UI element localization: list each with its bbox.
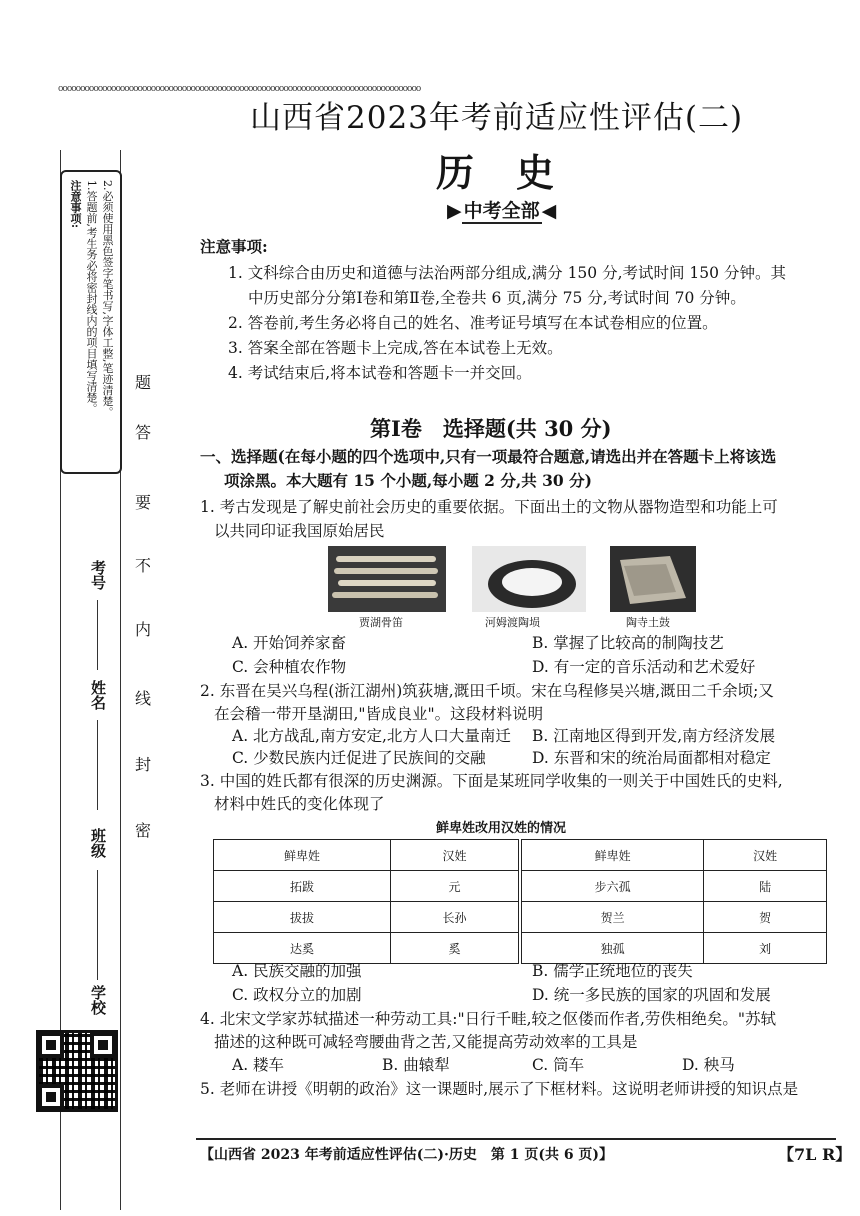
footer-rule [196, 1138, 836, 1140]
pottery-xun-image [472, 546, 586, 612]
table-row [214, 902, 827, 933]
seal-char-5: 内 [135, 620, 152, 639]
triangle-right-icon: ▶ [447, 200, 462, 222]
seal-char-4: 不 [135, 556, 152, 575]
table-cell: 元 [391, 871, 520, 902]
q3-option-b: B. 儒学正统地位的丧失 [532, 962, 693, 980]
field-name: 姓名 [89, 680, 107, 710]
q4-option-d: D. 秧马 [682, 1056, 735, 1074]
table-cell: 刘 [704, 933, 827, 964]
q2-stem-1: 2. 东晋在吴兴乌程(浙江湖州)筑荻塘,溉田千顷。宋在乌程修吴兴塘,溉田二千余顷;又 [200, 682, 774, 700]
binding-notice-heading: 注意事项: [69, 180, 82, 229]
q3-option-d: D. 统一多民族的国家的巩固和发展 [532, 986, 771, 1004]
exam-subject: 历史 [436, 150, 597, 195]
q3-stem-2: 材料中姓氏的变化体现了 [214, 795, 385, 813]
table-cell: 奚 [391, 933, 520, 964]
seal-char-6: 线 [135, 689, 152, 708]
binding-notice-box [60, 170, 122, 474]
table-cell: 达奚 [214, 933, 391, 964]
table-cell: 拔拔 [214, 902, 391, 933]
seal-char-8: 密 [135, 821, 152, 840]
q1-caption-2: 河姆渡陶埙 [485, 616, 540, 629]
q3-stem-1: 3. 中国的姓氏都有很深的历史渊源。下面是某班同学收集的一则关于中国姓氏的史料, [200, 772, 783, 790]
seal-char-2: 答 [135, 423, 152, 442]
q1-option-c: C. 会种植农作物 [232, 658, 347, 676]
notice-item-2: 2. 答卷前,考生务必将自己的姓名、准考证号填写在本试卷相应的位置。 [228, 314, 718, 332]
notice-heading: 注意事项: [200, 237, 268, 256]
qr-code-icon [36, 1030, 118, 1112]
q3-table-title: 鲜卑姓改用汉姓的情况 [436, 821, 567, 836]
q1-caption-3: 陶寺土鼓 [626, 616, 670, 629]
table-row [214, 871, 827, 902]
field-class-line[interactable] [97, 870, 98, 980]
notice-item-1-cont: 中历史部分分第Ⅰ卷和第Ⅱ卷,全卷共 6 页,满分 75 分,考试时间 70 分钟。 [248, 289, 746, 307]
exam-title: 山西省2023年考前适应性评估(二) [250, 100, 744, 136]
decorative-circles: oooooooooooooooooooooooooooooooooooooooooooooooooooooooooooooooooooooooooooooooooo [58, 84, 421, 94]
page-footer: 【山西省 2023 年考前适应性评估(二)·历史 第 1 页(共 6 页)】 [200, 1147, 614, 1163]
q1-option-d: D. 有一定的音乐活动和艺术爱好 [532, 658, 756, 676]
seal-char-1: 题 [135, 373, 152, 392]
table-cell: 步六孤 [520, 871, 704, 902]
footer-code: 【7L R】 [778, 1145, 852, 1164]
q2-option-c: C. 少数民族内迁促进了民族间的交融 [232, 749, 486, 767]
table-row [214, 933, 827, 964]
q1-stem-2: 以共同印证我国原始居民 [214, 522, 385, 540]
table-cell: 贺 [704, 902, 827, 933]
clay-drum-icon [610, 546, 696, 612]
q4-stem-1: 4. 北宋文学家苏轼描述一种劳动工具:"日行千畦,较之伛偻而作者,劳佚相绝矣。"苏轼 [200, 1010, 777, 1028]
bone-flute-image [328, 546, 446, 612]
exam-scope-label: 中考全部 [463, 200, 540, 222]
q2-option-b: B. 江南地区得到开发,南方经济发展 [532, 727, 776, 745]
part1-instruction-1: 一、选择题(在每小题的四个选项中,只有一项最符合题意,请选出并在答题卡上将该选 [200, 447, 777, 466]
q4-option-a: A. 耧车 [232, 1056, 285, 1074]
q4-stem-2: 描述的这种既可减轻弯腰曲背之苦,又能提高劳动效率的工具是 [214, 1033, 638, 1051]
table-cell: 贺兰 [520, 902, 704, 933]
q2-stem-2: 在会稽一带开垦湖田,"皆成良业"。这段材料说明 [214, 705, 544, 723]
binding-notice-line1: 1.答题前,考生务必将密封线内的项目填写清楚。 [85, 180, 98, 414]
q1-caption-1: 贾湖骨笛 [359, 616, 403, 629]
q1-option-b: B. 掌握了比较高的制陶技艺 [532, 634, 724, 652]
field-exam-number-line[interactable] [97, 600, 98, 670]
table-header-cell: 鲜卑姓 [214, 840, 391, 871]
field-exam-number: 考号 [89, 560, 107, 590]
q2-option-a: A. 北方战乱,南方安定,北方人口大量南迁 [232, 727, 511, 745]
table-header-cell: 汉姓 [391, 840, 520, 871]
seal-char-3: 要 [135, 493, 152, 512]
seal-char-7: 封 [135, 755, 152, 774]
field-class: 班级 [89, 828, 107, 858]
table-cell: 陆 [704, 871, 827, 902]
field-name-line[interactable] [97, 720, 98, 810]
table-header-cell: 鲜卑姓 [520, 840, 704, 871]
pottery-xun-icon [472, 546, 586, 612]
part1-instruction-2: 项涂黑。本大题有 15 个小题,每小题 2 分,共 30 分) [224, 471, 592, 490]
notice-item-3: 3. 答案全部在答题卡上完成,答在本试卷上无效。 [228, 339, 563, 357]
notice-item-1: 1. 文科综合由历史和道德与法治两部分组成,满分 150 分,考试时间 150 分钟。其 [228, 264, 786, 282]
q4-option-c: C. 筒车 [532, 1056, 585, 1074]
bone-flute-icon [328, 546, 446, 612]
table-header-row [214, 840, 827, 871]
binding-notice-line2: 2.必须使用黑色签字笔书写,字体工整,笔迹清楚。 [101, 180, 114, 418]
q2-option-d: D. 东晋和宋的统治局面都相对稳定 [532, 749, 771, 767]
q3-option-c: C. 政权分立的加剧 [232, 986, 362, 1004]
field-school: 学校 [89, 985, 107, 1015]
q5-stem-1: 5. 老师在讲授《明朝的政治》这一课题时,展示了下框材料。这说明老师讲授的知识点是 [200, 1080, 799, 1098]
q3-option-a: A. 民族交融的加强 [232, 962, 362, 980]
q1-stem-1: 1. 考古发现是了解史前社会历史的重要依据。下面出土的文物从器物造型和功能上可 [200, 498, 778, 516]
triangle-left-icon: ◀ [541, 200, 557, 222]
notice-item-4: 4. 考试结束后,将本试卷和答题卡一并交回。 [228, 364, 532, 382]
q1-option-a: A. 开始饲养家畜 [232, 634, 347, 652]
clay-drum-image [610, 546, 696, 612]
table-cell: 长孙 [391, 902, 520, 933]
q4-option-b: B. 曲辕犁 [382, 1056, 450, 1074]
part1-title: 第Ⅰ卷 选择题(共 30 分) [370, 416, 612, 441]
table-cell: 拓跋 [214, 871, 391, 902]
table-header-cell: 汉姓 [704, 840, 827, 871]
surname-table [213, 839, 827, 964]
table-cell: 独孤 [520, 933, 704, 964]
exam-scope [447, 196, 556, 223]
